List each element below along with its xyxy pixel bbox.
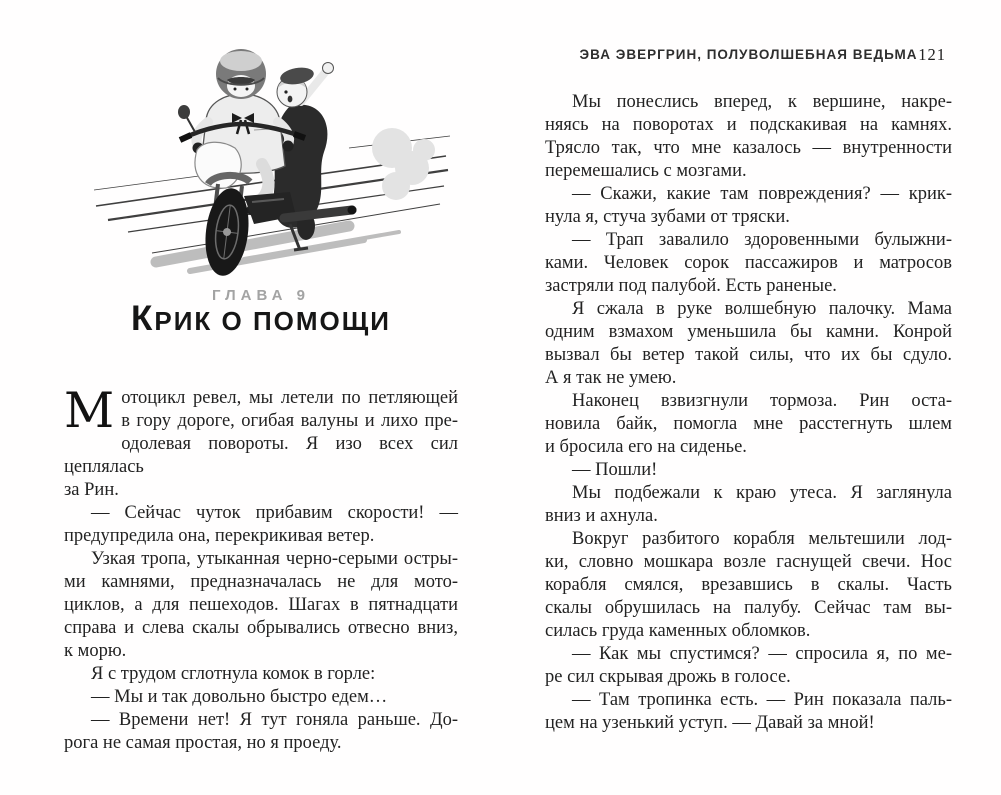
text-line: ми камнями, предназначалась не для мото-	[64, 572, 458, 592]
paragraph	[64, 663, 458, 686]
text-line: — Как мы спустимся? — спросила я, по ме-	[572, 644, 952, 664]
paragraph	[64, 709, 458, 755]
page-left	[64, 0, 458, 795]
page-number: 121	[918, 45, 946, 64]
text-line: ре сил скрывая дрожь в голосе.	[545, 667, 791, 687]
text-line: Трясло так, что мне казалось — внутренности	[545, 138, 952, 158]
text-line: циклов, а для пешеходов. Шагах в пятнадцати	[64, 595, 458, 615]
text-line: цем на узенький уступ. — Давай за мной!	[545, 713, 875, 733]
text-line: Наконец взвизгнули тормоза. Рин оста-	[572, 391, 952, 411]
text-line: справа и слева скалы обрывались отвесно вниз,	[64, 618, 458, 638]
paragraph	[545, 390, 952, 459]
chapter-illustration	[94, 28, 454, 280]
paragraph	[545, 482, 952, 528]
text-line: — Трап завалило здоровенными булыжни-	[572, 230, 952, 250]
paragraph	[64, 548, 458, 663]
paragraph	[545, 643, 952, 689]
paragraph	[545, 183, 952, 229]
text-line: в гору дороге, огибая валуны и лихо пре-	[121, 411, 458, 431]
chapter-number-label: ГЛАВА 9	[212, 287, 310, 304]
text-line: — Времени нет! Я тут гоняла раньше. До-	[91, 710, 458, 730]
chapter-title: КРИК О ПОМОЩИ	[131, 299, 391, 338]
motorcycle-illustration	[94, 28, 454, 280]
drop-cap: М	[64, 382, 115, 439]
page-right	[545, 0, 952, 795]
text-line: — Пошли!	[572, 460, 658, 480]
text-line: няясь на поворотах и подскакивая на камнях.	[545, 115, 952, 135]
text-line: и бросила его на сиденье.	[545, 437, 747, 457]
running-header	[545, 46, 952, 64]
paragraph	[64, 686, 458, 709]
text-line: — Скажи, какие там повреждения? — крик-	[572, 184, 952, 204]
left-page-text	[64, 382, 458, 755]
paragraph	[545, 229, 952, 298]
text-line: корабля смялся, врезавшись в скалы. Часть	[545, 575, 952, 595]
text-line: предупредила она, перекрикивая ветер.	[64, 526, 375, 546]
text-line: к морю.	[64, 641, 127, 661]
text-line: вниз и ахнула.	[545, 506, 658, 526]
paragraph	[545, 459, 952, 482]
paragraph	[64, 502, 458, 548]
text-line: вызвал бы ветер такой силы, что их бы сдуло.	[545, 345, 952, 365]
text-line: ки, словно мошкара возле гаснущей свечи. Нос	[545, 552, 952, 572]
text-line: скалы обрушилась на палубу. Сейчас там вы-	[545, 598, 952, 618]
text-line: — Там тропинка есть. — Рин показала паль-	[572, 690, 952, 710]
text-line: Узкая тропа, утыканная черно-серыми остры-	[91, 549, 458, 569]
text-line: ками. Человек сорок пассажиров и матросов	[545, 253, 952, 273]
text-line: силась груда каменных обломков.	[545, 621, 811, 641]
text-line: А я так не умею.	[545, 368, 677, 388]
text-line: новила байк, помогла мне расстегнуть шлем	[545, 414, 952, 434]
text-line: Мы подбежали к краю утеса. Я заглянула	[572, 483, 952, 503]
paragraph	[545, 91, 952, 183]
paragraph	[545, 298, 952, 390]
right-page-text	[545, 91, 952, 735]
text-line: Вокруг разбитого корабля мельтешили лод-	[572, 529, 952, 549]
running-title: ЭВА ЭВЕРГРИН, ПОЛУВОЛШЕБНАЯ ВЕДЬМА	[579, 47, 918, 62]
text-line: отоцикл ревел, мы летели по петляющей	[121, 388, 458, 408]
paragraph	[64, 382, 458, 502]
text-line: застряли под палубой. Есть раненые.	[545, 276, 837, 296]
text-line: одолевая повороты. Я изо всех сил цеплялась	[64, 434, 458, 477]
text-line: Мы понеслись вперед, к вершине, накре-	[572, 92, 952, 112]
text-line: — Сейчас чуток прибавим скорости! —	[91, 503, 458, 523]
text-line: перемешались с мозгами.	[545, 161, 747, 181]
text-line: нула я, стуча зубами от тряски.	[545, 207, 790, 227]
text-line: рога не самая простая, но я проеду.	[64, 733, 342, 753]
paragraph	[545, 689, 952, 735]
paragraph	[545, 528, 952, 643]
text-line: за Рин.	[64, 480, 119, 500]
text-line: одним взмахом уменьшила бы камни. Конрой	[545, 322, 952, 342]
text-line: — Мы и так довольно быстро едем…	[91, 687, 388, 707]
text-line: Я сжала в руке волшебную палочку. Мама	[572, 299, 952, 319]
text-line: Я с трудом сглотнула комок в горле:	[91, 664, 376, 684]
